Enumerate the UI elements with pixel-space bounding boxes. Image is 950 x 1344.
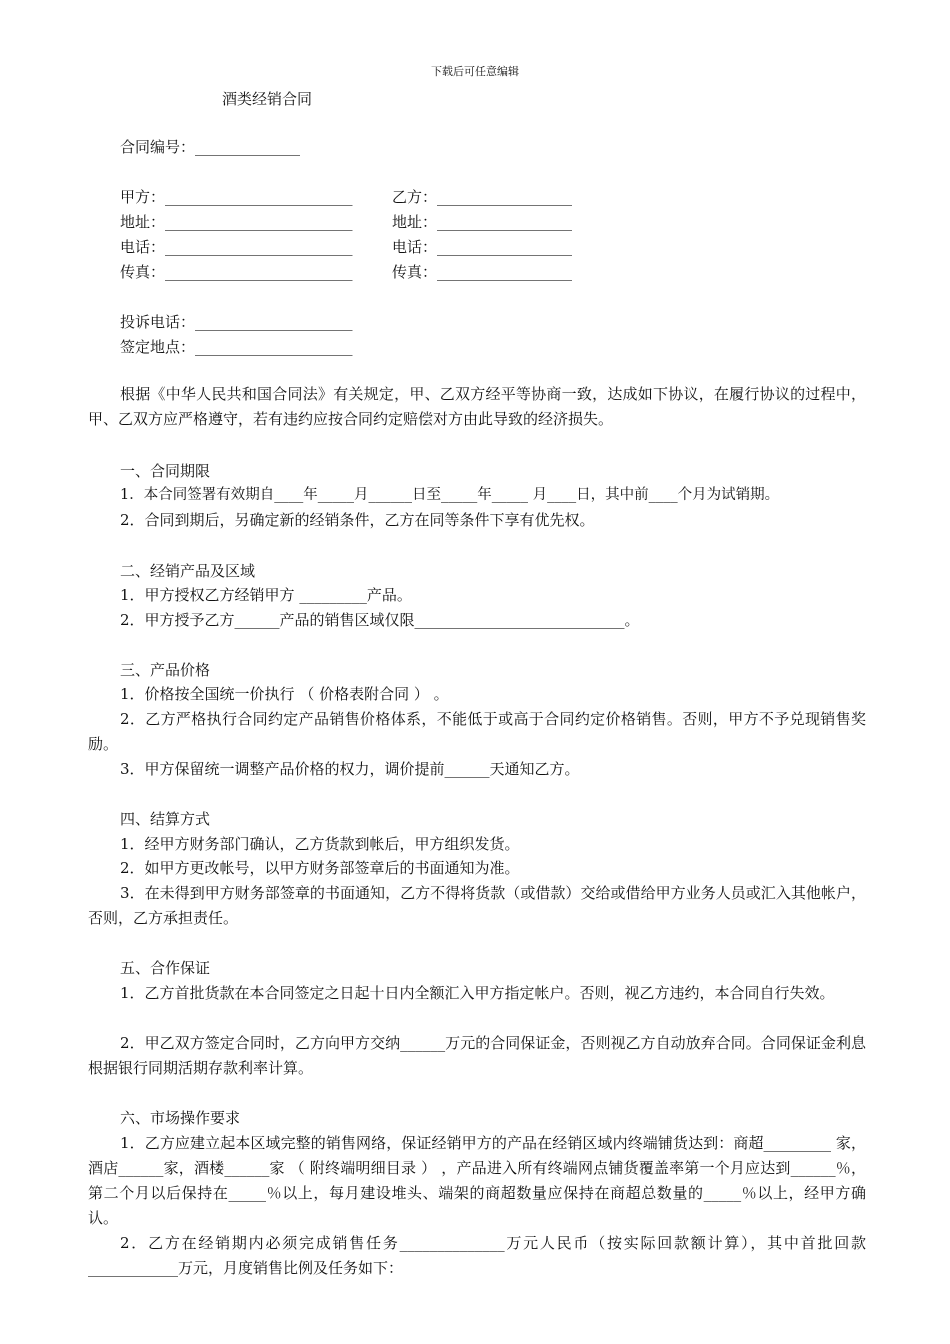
clause: 3．甲方保留统一调整产品价格的权力，调价提前______天通知乙方。: [120, 760, 580, 778]
clause: 1．乙方首批货款在本合同签定之日起十日内全额汇入甲方指定帐户。否则，视乙方违约，本合同自行失效。: [120, 984, 835, 1002]
section-heading: 四、结算方式: [120, 810, 211, 828]
header-note: 下载后可任意编辑: [431, 65, 519, 78]
clause: 2．如甲方更改帐号，以甲方财务部签章后的书面通知为准。: [120, 859, 520, 877]
clause: 1．经甲方财务部门确认，乙方货款到帐后，甲方组织发货。: [120, 835, 520, 853]
section-heading: 五、合作保证: [120, 959, 211, 977]
clause: 2．乙方在经销期内必须完成销售任务______________万元人民币（按实际回款额计算），其中首批回款____________万元，月度销售比例及任务如下：: [88, 1234, 866, 1277]
party-b-fax: 传真：__________________: [392, 263, 573, 281]
clause: 2．甲乙双方签定合同时，乙方向甲方交纳______万元的合同保证金，否则视乙方自动放弃合同。合同保证金利息根据银行同期活期存款利率计算。: [88, 1034, 866, 1077]
clause: 2．甲方授予乙方______产品的销售区域仅限____________________________。: [120, 611, 640, 629]
party-b-name: 乙方：__________________: [392, 188, 573, 206]
clause: 1．甲方授权乙方经销甲方 _________产品。: [120, 586, 412, 604]
clause: 3．在未得到甲方财务部签章的书面通知，乙方不得将货款（或借款）交给或借给甲方业务人员或汇入其他帐户，否则，乙方承担责任。: [88, 884, 866, 927]
clause: 1．本合同签署有效期自____年_____月______日至_____年_____ 月____日，其中前____个月为试销期。: [120, 487, 780, 503]
clause: 2．乙方严格执行合同约定产品销售价格体系，不能低于或高于合同约定价格销售。否则，甲方不予兑现销售奖励。: [88, 710, 866, 753]
section-heading: 六、市场操作要求: [120, 1109, 241, 1127]
party-a-phone: 电话：_________________________: [120, 238, 353, 256]
complaint-phone: 投诉电话：_____________________: [120, 313, 353, 331]
party-a-fax: 传真：_________________________: [120, 263, 353, 281]
signing-place: 签定地点：_____________________: [120, 338, 353, 356]
section-heading: 三、产品价格: [120, 661, 211, 679]
clause: 1．乙方应建立起本区域完整的销售网络，保证经销甲方的产品在经销区域内终端铺货达到：商超_________ 家，酒店______家，酒楼______家 （ 附终端明细目录 ） ，产品进入所有终端网点铺货覆盖率第一个月应达到______％，第二个月以后保持在_____％以上，每月建设堆头、端架的商超数量应保持在商超总数量的_____％以上，经甲方确认。: [88, 1134, 866, 1227]
intro-paragraph: 根据《中华人民共和国合同法》有关规定，甲、乙双方经平等协商一致，达成如下协议，在履行协议的过程中，甲、乙双方应严格遵守，若有违约应按合同约定赔偿对方由此导致的经济损失。: [88, 385, 866, 428]
document-title: 酒类经销合同: [222, 90, 313, 108]
party-b-address: 地址：__________________: [392, 213, 573, 231]
party-b-phone: 电话：__________________: [392, 238, 573, 256]
contract-number-field: 合同编号：______________: [120, 138, 301, 156]
section-heading: 二、经销产品及区域: [120, 562, 256, 580]
clause: 1．价格按全国统一价执行 （ 价格表附合同 ） 。: [120, 685, 449, 703]
party-a-name: 甲方：_________________________: [120, 188, 353, 206]
clause: 2．合同到期后，另确定新的经销条件，乙方在同等条件下享有优先权。: [120, 511, 595, 529]
party-a-address: 地址：_________________________: [120, 213, 353, 231]
section-heading: 一、合同期限: [120, 462, 211, 480]
